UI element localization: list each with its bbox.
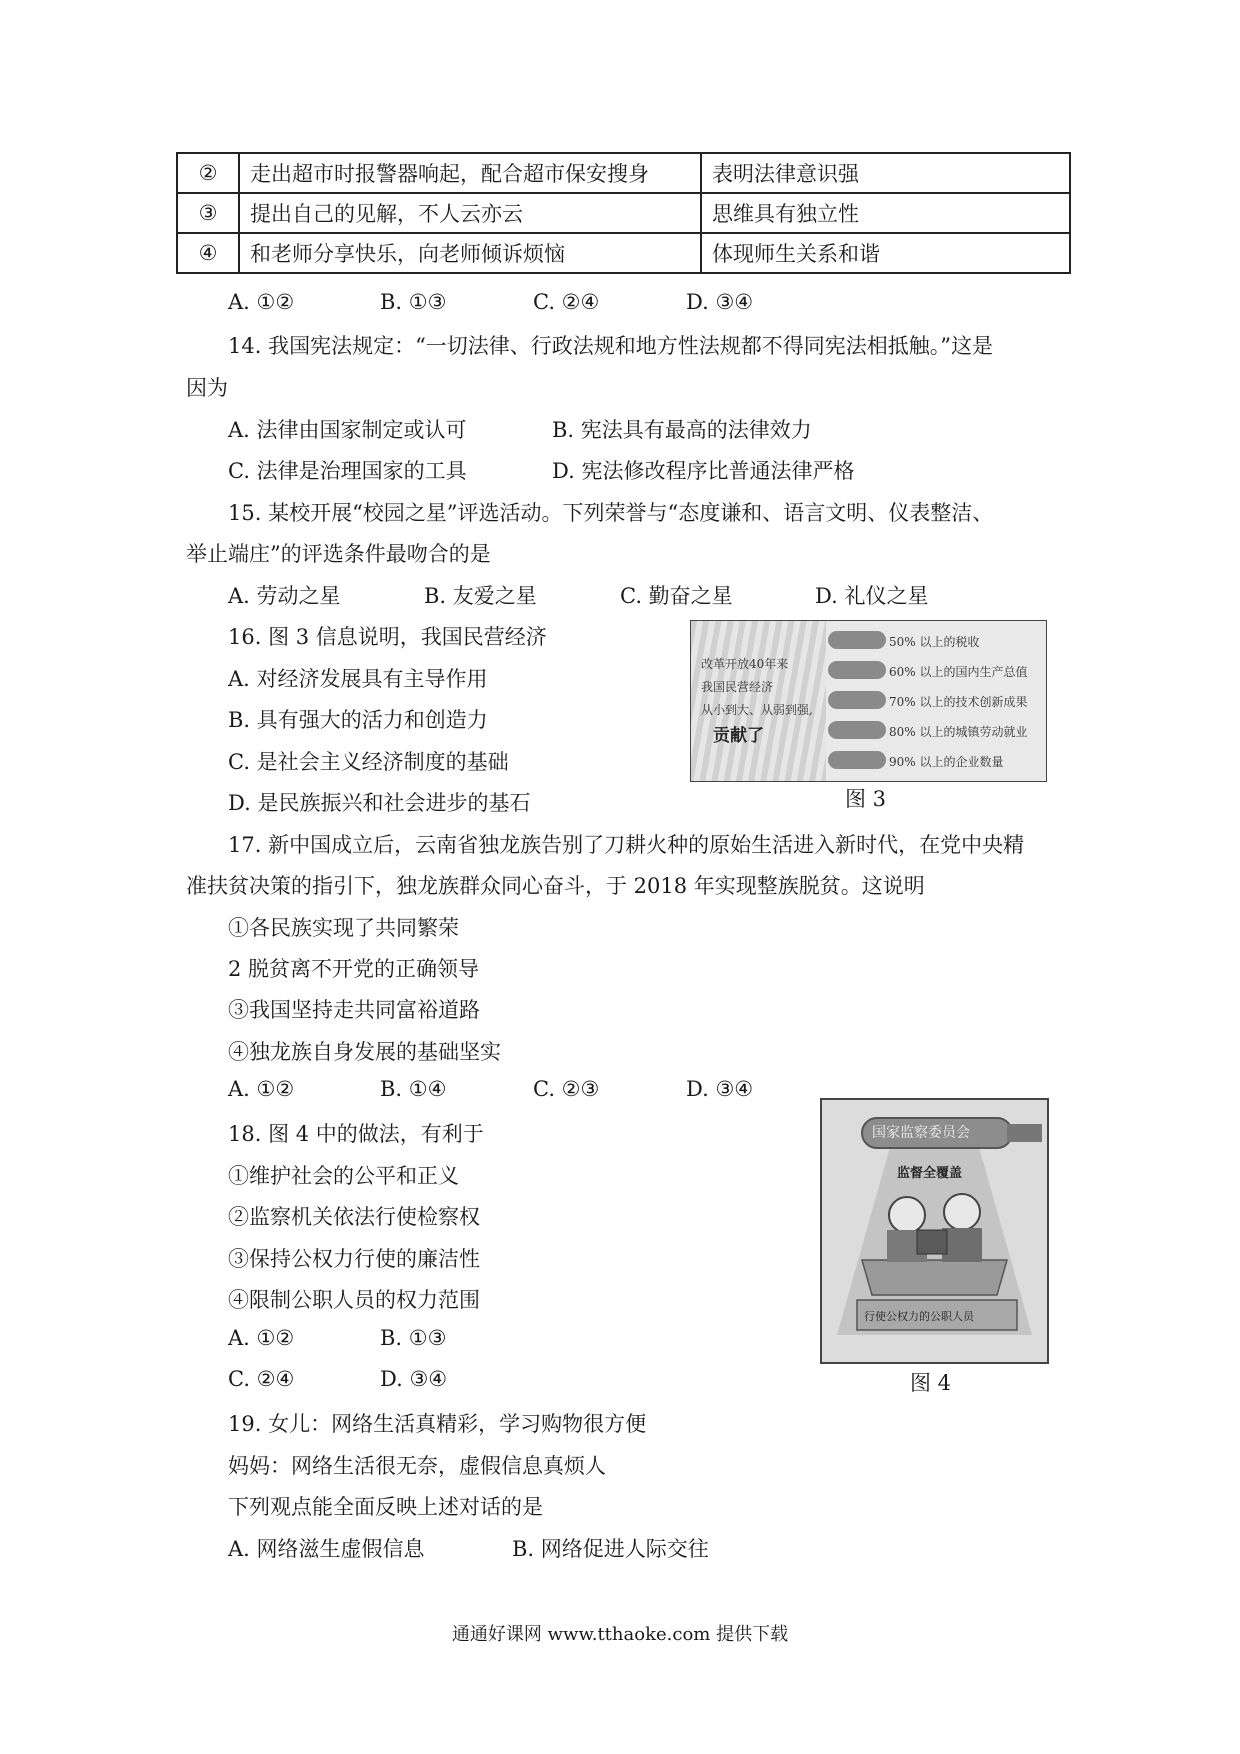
- q16-stem: 16. 图 3 信息说明，我国民营经济: [228, 625, 547, 649]
- q18-option-d: D. ③④: [380, 1367, 448, 1391]
- q18-item-1: ①维护社会的公平和正义: [228, 1164, 459, 1188]
- figure-3-item: 80% 以上的城镇劳动就业: [889, 725, 1028, 739]
- q15-option-d: D. 礼仪之星: [815, 584, 929, 608]
- q16-option-a: A. 对经济发展具有主导作用: [228, 667, 488, 691]
- q19-option-b: B. 网络促进人际交往: [512, 1537, 709, 1561]
- figure-3-pill: [828, 721, 886, 739]
- q13-option-a: A. ①②: [228, 290, 295, 314]
- q13-option-b: B. ①③: [380, 290, 447, 314]
- figure-4-supervision-cartoon: [820, 1098, 1049, 1364]
- q13-option-c: C. ②④: [533, 290, 600, 314]
- q15-option-b: B. 友爱之星: [424, 584, 537, 608]
- figure-3-contributed: 贡献了: [713, 726, 764, 746]
- q14-option-c: C. 法律是治理国家的工具: [228, 459, 467, 483]
- figure-3-item: 60% 以上的国内生产总值: [889, 665, 1028, 679]
- q14-option-b: B. 宪法具有最高的法律效力: [552, 418, 812, 442]
- q15-stem-line1: 15. 某校开展“校园之星”评选活动。下列荣誉与“态度谦和、语言文明、仪表整洁、: [228, 501, 994, 525]
- q17-item-3: ③我国坚持走共同富裕道路: [228, 998, 480, 1022]
- figure-4-banner: 监督全覆盖: [897, 1166, 963, 1181]
- q17-item-4: ④独龙族自身发展的基础坚实: [228, 1040, 501, 1064]
- q19-option-a: A. 网络滋生虚假信息: [228, 1537, 425, 1561]
- q14-option-a: A. 法律由国家制定或认可: [228, 418, 467, 442]
- answer-table: [176, 152, 1071, 274]
- q16-option-b: B. 具有强大的活力和创造力: [228, 708, 488, 732]
- figure-3-pill: [828, 661, 886, 679]
- q16-option-d: D. 是民族振兴和社会进步的基石: [228, 791, 531, 815]
- q18-option-a: A. ①②: [228, 1326, 295, 1350]
- figure-3-text: 我国民营经济: [701, 680, 774, 694]
- q17-item-2: 2 脱贫离不开党的正确领导: [228, 957, 480, 981]
- q19-stem-line1: 19. 女儿：网络生活真精彩，学习购物很方便: [228, 1412, 647, 1436]
- q18-item-4: ④限制公职人员的权力范围: [228, 1288, 480, 1312]
- q17-item-1: ①各民族实现了共同繁荣: [228, 916, 459, 940]
- figure-3-text: 从小到大、从弱到强,: [701, 703, 813, 717]
- row-evaluation: 体现师生关系和谐: [701, 233, 1070, 273]
- table-row: [177, 153, 1070, 193]
- figure-3-pill: [828, 751, 886, 769]
- q14-stem-line2: 因为: [186, 376, 228, 400]
- q16-option-c: C. 是社会主义经济制度的基础: [228, 750, 509, 774]
- q14-option-d: D. 宪法修改程序比普通法律严格: [552, 459, 855, 483]
- q18-item-2: ②监察机关依法行使检察权: [228, 1205, 480, 1229]
- q18-item-3: ③保持公权力行使的廉洁性: [228, 1247, 480, 1271]
- q17-option-d: D. ③④: [686, 1077, 754, 1101]
- row-behavior: 提出自己的见解，不人云亦云: [239, 193, 701, 233]
- figure-3-text: 改革开放40年来: [701, 657, 789, 671]
- figure-3-item: 90% 以上的企业数量: [889, 755, 1004, 769]
- table-row: [177, 233, 1070, 273]
- row-evaluation: 表明法律意识强: [701, 153, 1070, 193]
- q17-stem-line2: 准扶贫决策的指引下，独龙族群众同心奋斗，于 2018 年实现整族脱贫。这说明: [186, 874, 925, 898]
- row-number: ④: [177, 233, 239, 273]
- q17-option-b: B. ①④: [380, 1077, 447, 1101]
- figure-3-pill: [828, 631, 886, 649]
- figure-3-private-economy: [690, 620, 1047, 782]
- figure-3-item: 70% 以上的技术创新成果: [889, 695, 1028, 709]
- figure-3-caption: 图 3: [845, 787, 887, 811]
- figure-4-desk-label: 行使公权力的公职人员: [864, 1310, 974, 1323]
- q17-option-a: A. ①②: [228, 1077, 295, 1101]
- q19-stem-line2: 妈妈：网络生活很无奈，虚假信息真烦人: [228, 1454, 606, 1478]
- row-evaluation: 思维具有独立性: [701, 193, 1070, 233]
- figure-3-item: 50% 以上的税收: [889, 635, 980, 649]
- q17-option-c: C. ②③: [533, 1077, 600, 1101]
- q13-option-d: D. ③④: [686, 290, 754, 314]
- page-footer: 通通好课网 www.tthaoke.com 提供下载: [451, 1624, 789, 1645]
- q18-stem: 18. 图 4 中的做法，有利于: [228, 1122, 484, 1146]
- q14-stem-line1: 14. 我国宪法规定：“一切法律、行政法规和地方性法规都不得同宪法相抵触。”这是: [228, 334, 994, 358]
- q15-option-a: A. 劳动之星: [228, 584, 341, 608]
- row-number: ③: [177, 193, 239, 233]
- row-number: ②: [177, 153, 239, 193]
- q15-option-c: C. 勤奋之星: [620, 584, 733, 608]
- figure-4-caption: 图 4: [910, 1371, 952, 1395]
- q18-option-c: C. ②④: [228, 1367, 295, 1391]
- figure-4-top-label: 国家监察委员会: [872, 1125, 970, 1141]
- row-behavior: 走出超市时报警器响起，配合超市保安搜身: [239, 153, 701, 193]
- row-behavior: 和老师分享快乐，向老师倾诉烦恼: [239, 233, 701, 273]
- figure-3-pill: [828, 691, 886, 709]
- q15-stem-line2: 举止端庄”的评选条件最吻合的是: [186, 542, 491, 566]
- table-row: [177, 193, 1070, 233]
- q18-option-b: B. ①③: [380, 1326, 447, 1350]
- q19-stem-line3: 下列观点能全面反映上述对话的是: [228, 1495, 543, 1519]
- q17-stem-line1: 17. 新中国成立后，云南省独龙族告别了刀耕火种的原始生活进入新时代，在党中央精: [228, 833, 1025, 857]
